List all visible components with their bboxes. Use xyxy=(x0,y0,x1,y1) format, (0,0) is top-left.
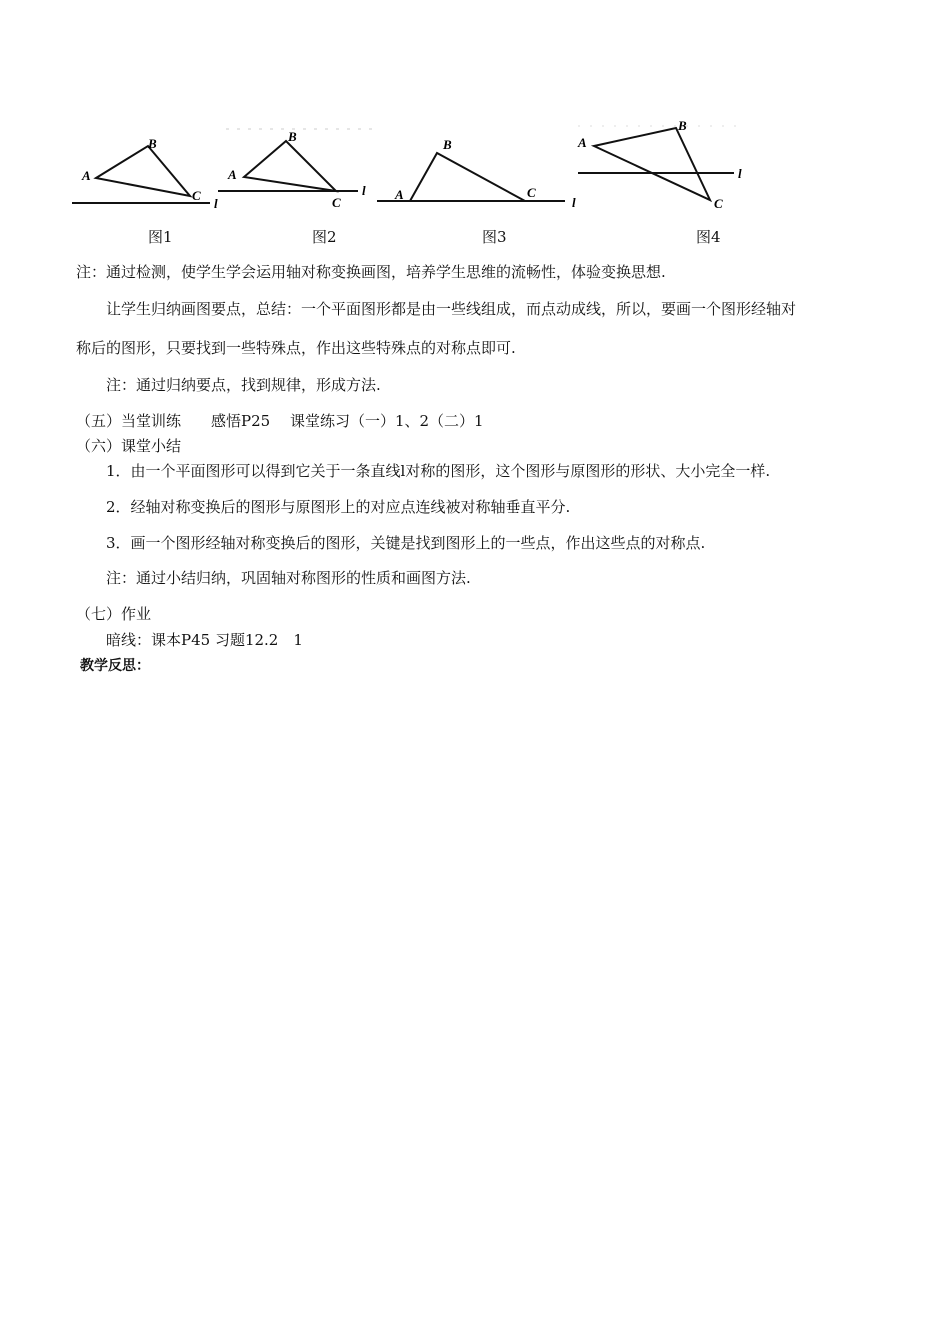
figure-2-drawing xyxy=(218,125,378,215)
summary-paragraph-line-1: 让学生归纳画图要点，总结：一个平面图形都是由一些线组成，而点动成线，所以，要画一个图形经轴对 xyxy=(106,300,797,318)
point-a-label: A xyxy=(228,167,237,182)
point-b-label: B xyxy=(148,136,157,151)
summary-paragraph-line-2: 称后的图形，只要找到一些特殊点，作出这些特殊点的对称点即可. xyxy=(76,339,516,357)
figure-3 xyxy=(375,135,585,215)
point-b-label: B xyxy=(443,137,452,152)
point-c-label: C xyxy=(192,188,201,203)
line-l-label: l xyxy=(738,166,742,181)
figure-3-drawing xyxy=(375,135,585,215)
section-7-heading: （七）作业 xyxy=(76,605,152,623)
point-a-label: A xyxy=(82,168,91,183)
figure-4-caption: 图4 xyxy=(696,228,721,246)
line-l-label: l xyxy=(214,196,218,211)
figure-3-caption: 图3 xyxy=(482,228,507,246)
note-method: 注：通过归纳要点，找到规律，形成方法. xyxy=(106,376,381,394)
note-detection: 注：通过检测，使学生学会运用轴对称变换画图，培养学生思维的流畅性，体验变换思想. xyxy=(76,263,666,281)
section-5-practice: （五）当堂训练 感悟P25 课堂练习（一）1、2（二）1 xyxy=(76,412,484,430)
figure-2-caption: 图2 xyxy=(312,228,337,246)
section-6-heading: （六）课堂小结 xyxy=(76,437,182,455)
summary-item-3: 3．画一个图形经轴对称变换后的图形，关键是找到图形上的一些点，作出这些点的对称点. xyxy=(106,534,706,552)
figure-1-drawing xyxy=(70,130,230,215)
note-summary: 注：通过小结归纳，巩固轴对称图形的性质和画图方法. xyxy=(106,569,471,587)
line-l-label: l xyxy=(362,183,366,198)
figure-1-caption: 图1 xyxy=(148,228,173,246)
point-c-label: C xyxy=(714,196,723,211)
figure-2 xyxy=(218,125,378,215)
line-l-label: l xyxy=(572,195,576,210)
point-b-label: B xyxy=(678,118,687,133)
summary-item-1: 1．由一个平面图形可以得到它关于一条直线l对称的图形，这个图形与原图形的形状、大小完全一样. xyxy=(106,462,771,480)
point-b-label: B xyxy=(288,129,297,144)
point-c-label: C xyxy=(332,195,341,210)
homework-line: 暗线：课本P45 习题12.2 1 xyxy=(106,631,303,649)
point-a-label: A xyxy=(578,135,587,150)
figure-4 xyxy=(574,118,754,213)
summary-item-2: 2．经轴对称变换后的图形与原图形上的对应点连线被对称轴垂直平分. xyxy=(106,498,571,516)
figure-1 xyxy=(70,130,230,215)
point-a-label: A xyxy=(395,187,404,202)
figure-4-drawing xyxy=(574,118,754,213)
point-c-label: C xyxy=(527,185,536,200)
teaching-reflection-heading: 教学反思： xyxy=(80,658,150,674)
